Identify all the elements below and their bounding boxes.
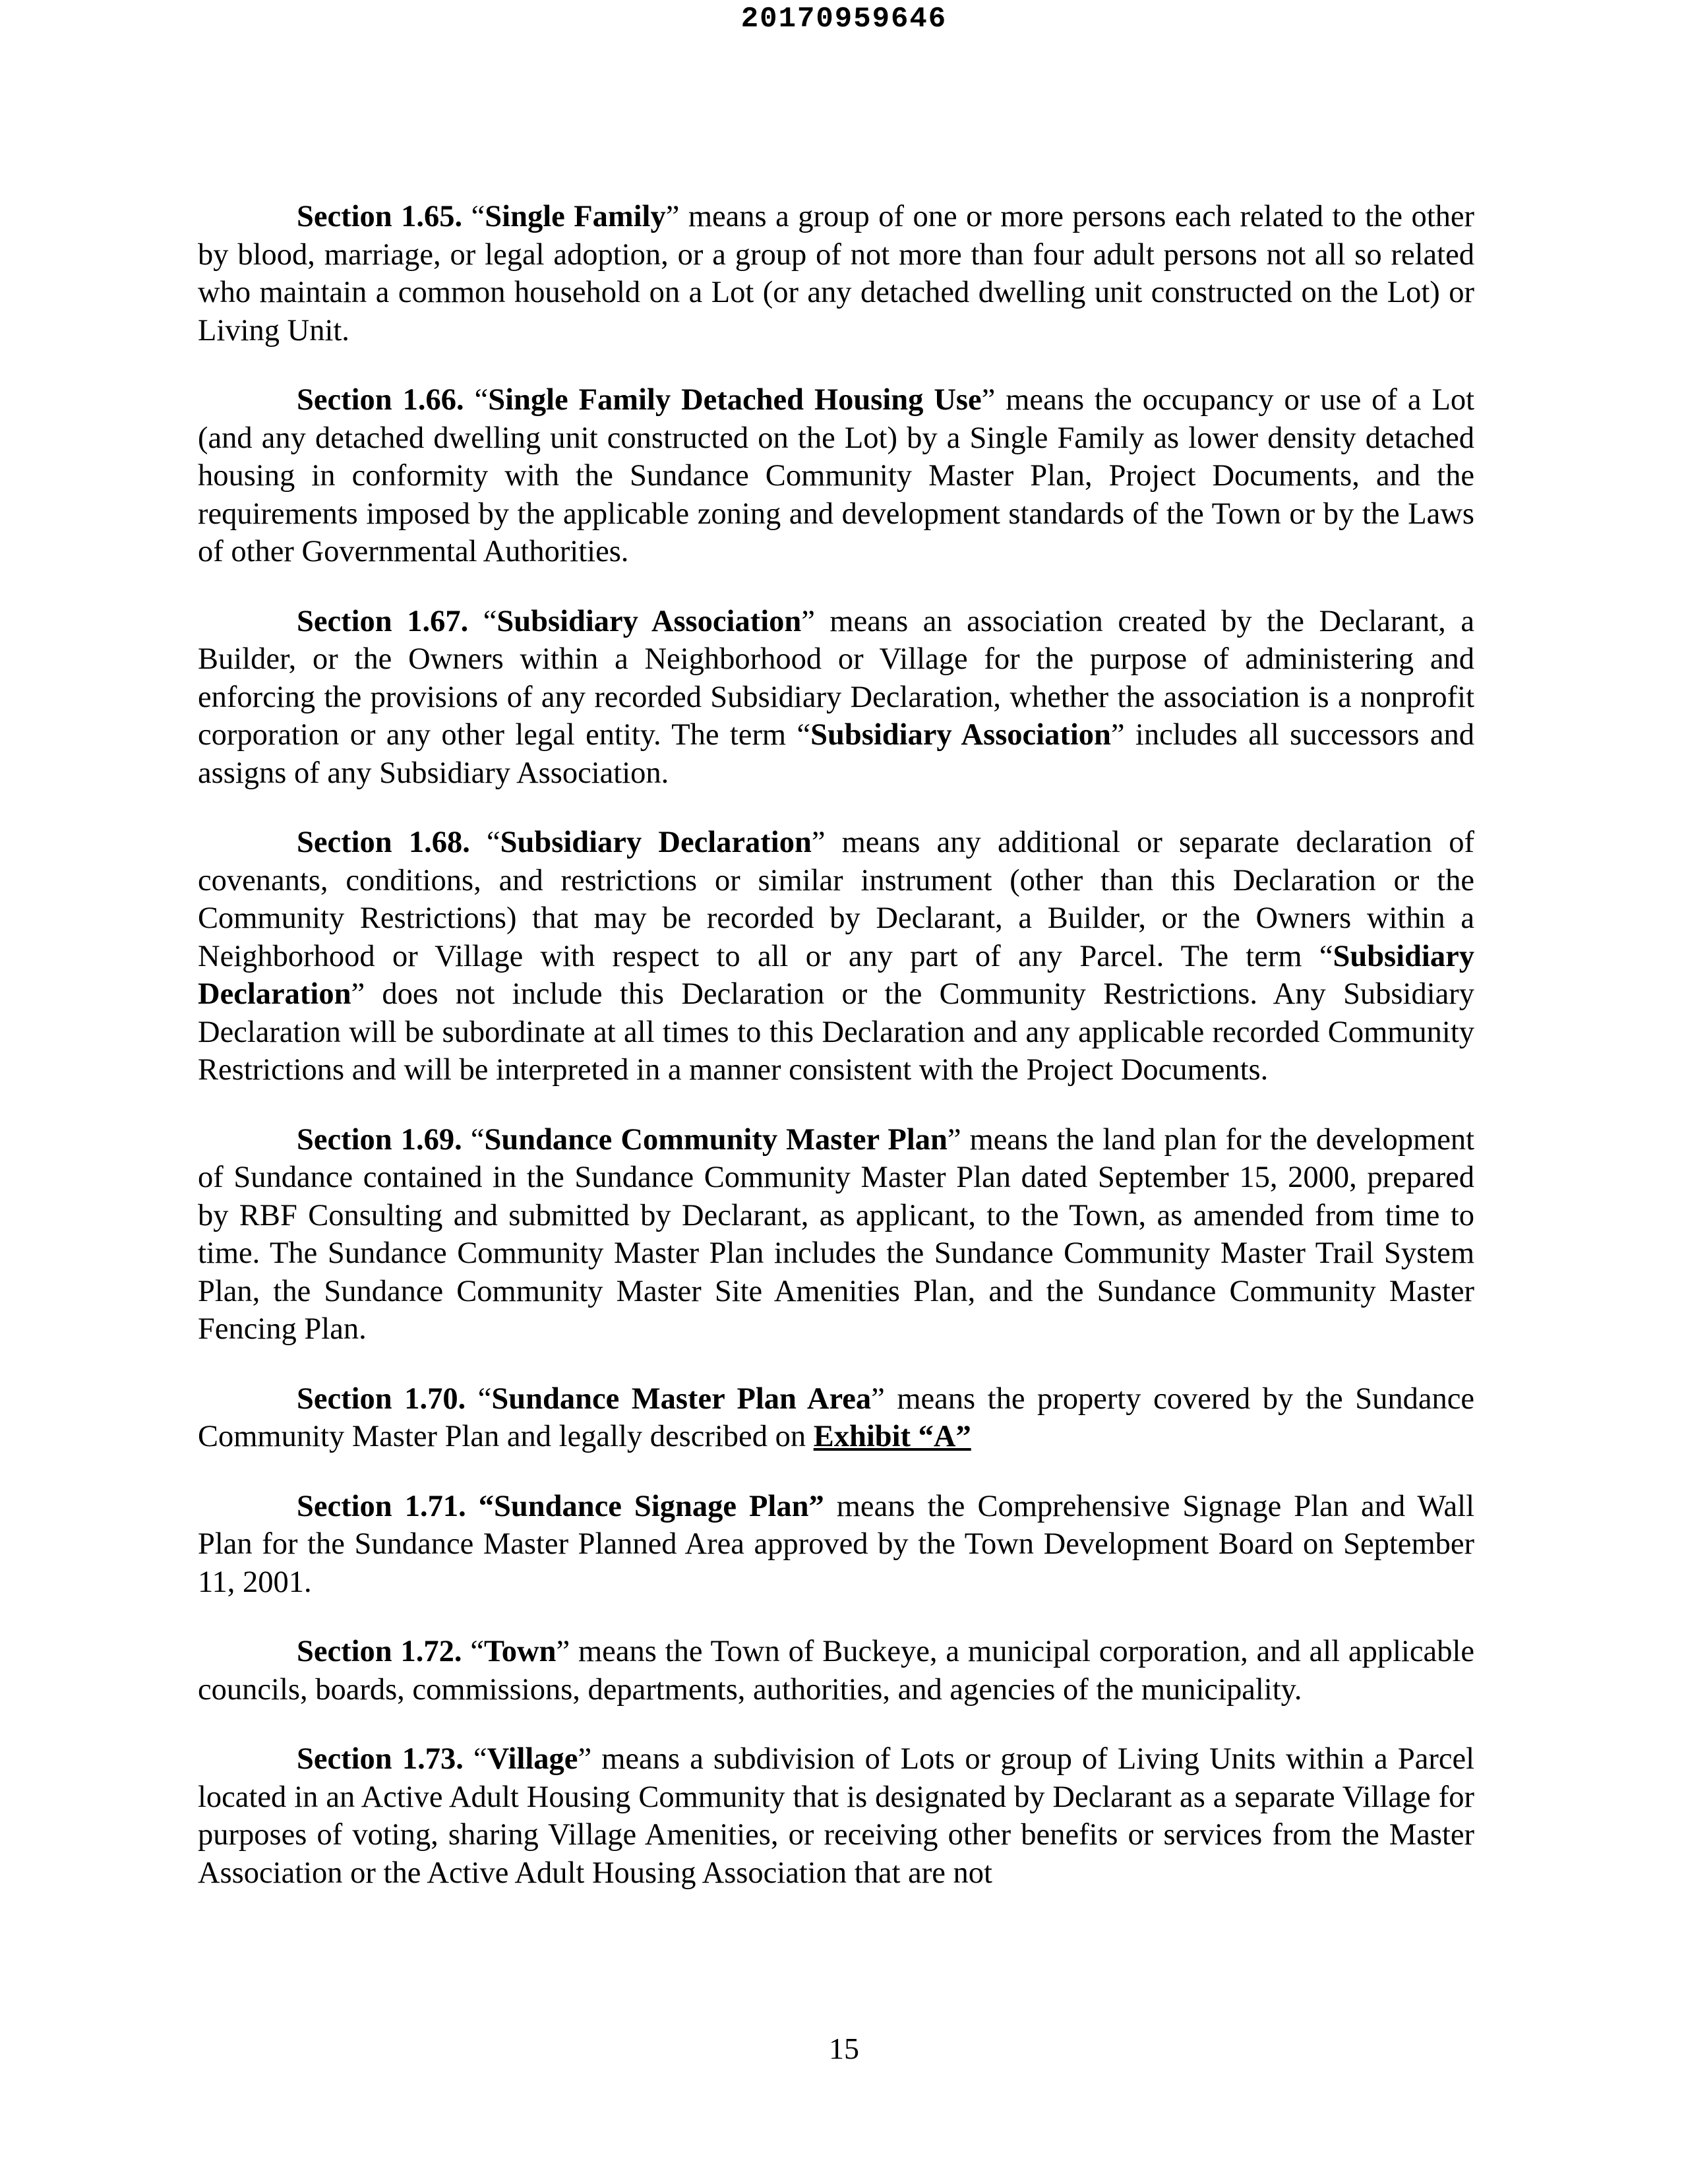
section-1-65: [198, 198, 1474, 349]
defined-term: Sundance Master Plan Area: [491, 1381, 872, 1416]
page-number: 15: [829, 2032, 859, 2065]
section-1-69: [198, 1121, 1474, 1349]
section-number: Section 1.68.: [297, 826, 470, 859]
exhibit-reference: Exhibit “A”: [813, 1420, 971, 1453]
document-body: [198, 198, 1474, 1924]
section-number: Section 1.73.: [297, 1742, 464, 1776]
defined-term: Single Family: [485, 200, 666, 233]
open-quote: “: [464, 383, 489, 417]
section-number: Section 1.69.: [297, 1122, 462, 1157]
section-number: Section 1.66.: [297, 383, 464, 417]
open-quote: “: [462, 1635, 485, 1668]
open-quote: “: [466, 1381, 492, 1416]
open-quote: “: [468, 604, 497, 638]
defined-term: Single Family Detached Housing Use: [488, 383, 982, 417]
section-number: Section 1.65.: [297, 200, 463, 233]
defined-term: Subsidiary Association: [497, 604, 802, 638]
defined-term: Subsidiary Declaration: [500, 826, 812, 859]
section-number: Section 1.72.: [297, 1635, 462, 1668]
definition-text-continued: ” includes all successors and assigns of any Subsidiary Association.: [198, 718, 1474, 790]
defined-term: Town: [484, 1635, 557, 1668]
definition-text: ” means the occupancy or use of a Lot (and any detached dwelling unit constructed on the Lot) by a Single Family as lower density detached housing in conformity with the Sundance Community Master Plan, Project Documents, and the requirements imposed by the applicable zoning and development standards of the Town or by the Laws of other Governmental Authorities.: [198, 383, 1475, 568]
definition-text-continued: ” does not include this Declaration or the Community Restrictions. Any Subsidiary Declaration will be subordinate at all times to this Declaration and any applicable recorded Community Restrictions and will be interpreted in a manner consistent with the Project Documents.: [198, 977, 1474, 1087]
section-1-70: [198, 1380, 1474, 1456]
defined-term-repeat: Subsidiary Declaration: [198, 939, 1474, 1011]
defined-term: “Sundance Signage Plan”: [478, 1489, 824, 1523]
definition-text: ” means an association created by the Declarant, a Builder, or the Owners within a Neighborhood or Village for the purpose of administering and enforcing the provisions of any recorded Subsidiary Declaration, whether the association is a nonprofit corporation or any other legal entity. The term “: [198, 604, 1474, 752]
section-1-67: [198, 603, 1474, 793]
definition-text: ” means a subdivision of Lots or group of Living Units within a Parcel located in an Active Adult Housing Community that is designated by Declarant as a separate Village for purposes of voting, sharing Village Amenities, or receiving other benefits or services from the Master Association or the Active Adult Housing Association that are not: [198, 1742, 1475, 1890]
defined-term-repeat: Subsidiary Association: [810, 718, 1111, 752]
section-1-68: [198, 824, 1474, 1089]
definition-text: ” means the land plan for the development of Sundance contained in the Sundance Community Master Plan dated September 15, 2000, prepared by RBF Consulting and submitted by Declarant, as applicant, to the Town, as amended from time to time. The Sundance Community Master Plan includes the Sundance Community Master Trail System Plan, the Sundance Community Master Site Amenities Plan, and the Sundance Community Master Fencing Plan.: [198, 1122, 1475, 1346]
definition-text: ” means any additional or separate declaration of covenants, conditions, and restrictions or similar instrument (other than this Declaration or the Community Restrictions) that may be recorded by Declarant, a Builder, or the Owners within a Neighborhood or Village with respect to all or any part of any Parcel. The term “: [198, 826, 1474, 973]
section-number: Section 1.67.: [297, 604, 469, 638]
defined-term: Village: [487, 1742, 578, 1776]
section-number: Section 1.70.: [297, 1381, 466, 1416]
section-1-66: [198, 381, 1474, 571]
defined-term: Sundance Community Master Plan: [484, 1122, 948, 1157]
section-1-72: [198, 1633, 1474, 1709]
open-quote: “: [462, 200, 485, 233]
definition-text: ” means the property covered by the Sundance Community Master Plan and legally described on: [198, 1381, 1474, 1453]
definition-text: ” means the Town of Buckeye, a municipal corporation, and all applicable councils, boards, commissions, departments, authorities, and agencies of the municipality.: [198, 1635, 1474, 1707]
open-quote: “: [469, 826, 500, 859]
definition-text: means the Comprehensive Signage Plan and Wall Plan for the Sundance Master Planned Area approved by the Town Development Board on September 11, 2001.: [198, 1489, 1474, 1599]
section-1-73: [198, 1740, 1474, 1892]
open-quote: “: [463, 1742, 487, 1776]
document-number: 20170959646: [740, 3, 948, 36]
section-1-71: [198, 1488, 1474, 1602]
definition-text: ” means a group of one or more persons each related to the other by blood, marriage, or legal adoption, or a group of not more than four adult persons not all so related who maintain a common household on a Lot (or any detached dwelling unit constructed on the Lot) or Living Unit.: [198, 200, 1475, 348]
open-quote: “: [462, 1122, 485, 1157]
section-number: Section 1.71.: [297, 1489, 466, 1523]
